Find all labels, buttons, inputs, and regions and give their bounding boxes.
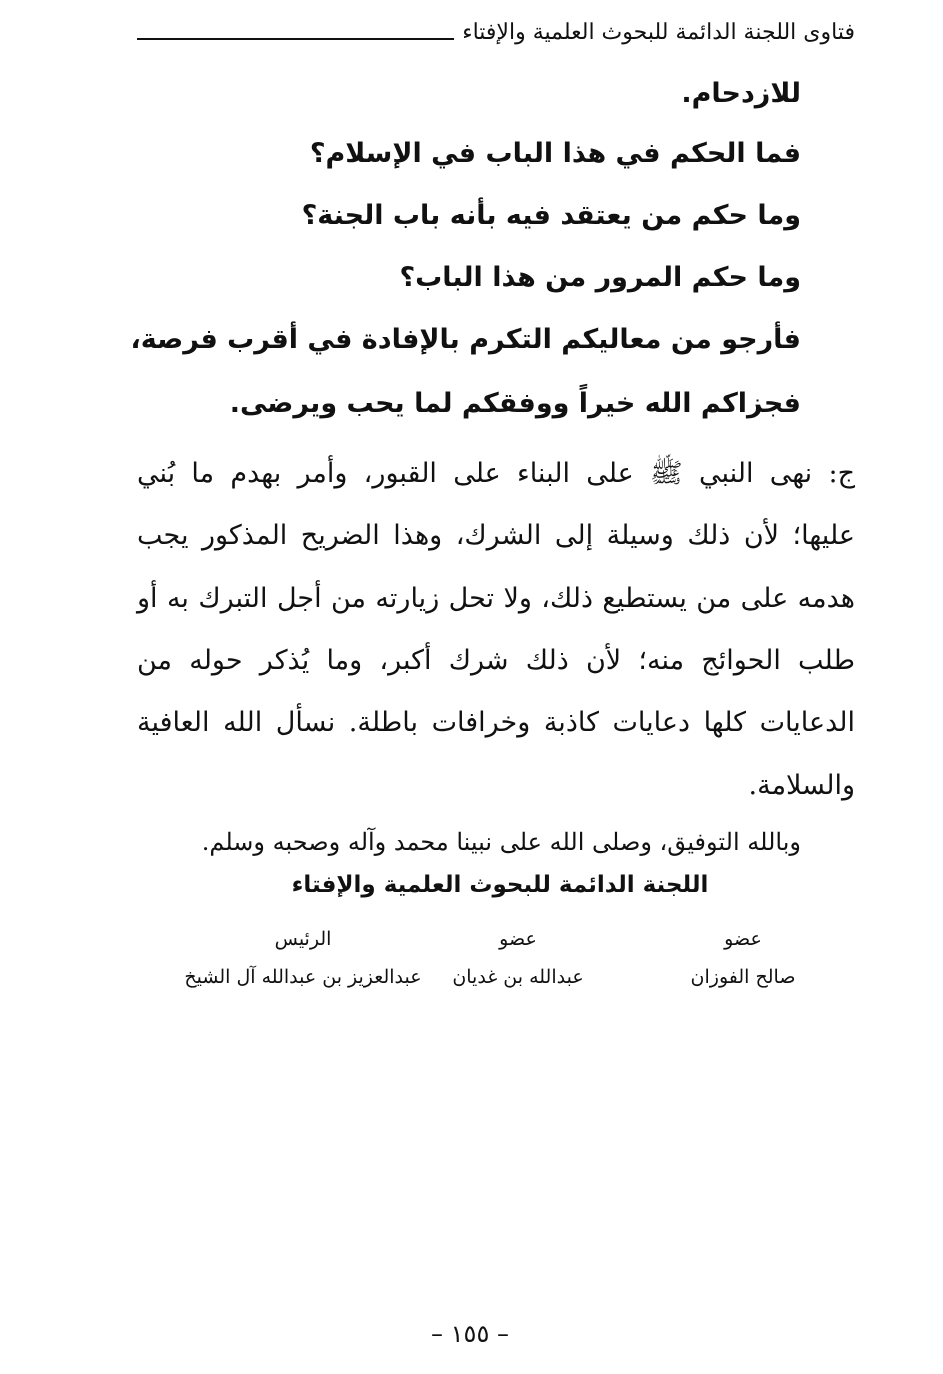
page-number: – ١٥٥ – [431, 1320, 509, 1348]
question-line-3: وما حكم من يعتقد فيه بأنه باب الجنة؟ [301, 200, 801, 231]
answer-line-6: والسلامة. [748, 770, 855, 801]
answer-line-1: ج: نهى النبي ﷺ على البناء على القبور، وأمر بهدم ما بُني [137, 458, 855, 489]
question-line-2: فما الحكم في هذا الباب في الإسلام؟ [309, 138, 801, 169]
member-1-role: عضو [724, 928, 762, 950]
answer-line-3: هدمه على من يستطيع ذلك، ولا تحل زيارته من أجل التبرك به أو [137, 583, 855, 614]
running-header [137, 14, 855, 50]
member-3-role: الرئيس [274, 928, 332, 950]
member-2-role: عضو [499, 928, 537, 950]
question-line-6: فجزاكم الله خيراً ووفقكم لما يحب ويرضى. [229, 388, 801, 419]
member-1-name: صالح الفوزان [690, 966, 796, 988]
answer-line-5: الدعايات كلها دعايات كاذبة وخرافات باطلة. نسأل الله العافية [137, 707, 855, 738]
header-title: فتاوى اللجنة الدائمة للبحوث العلمية والإفتاء [462, 19, 855, 45]
question-line-5: فأرجو من معاليكم التكرم بالإفادة في أقرب فرصة، [130, 324, 801, 355]
question-line-1: للازدحام. [681, 78, 801, 109]
header-rule [137, 38, 454, 40]
committee-name: اللجنة الدائمة للبحوث العلمية والإفتاء [291, 872, 709, 898]
closing-line: وبالله التوفيق، وصلى الله على نبينا محمد وآله وصحبه وسلم. [201, 828, 801, 856]
answer-line-4: طلب الحوائج منه؛ لأن ذلك شرك أكبر، وما يُذكر حوله من [137, 645, 855, 676]
member-2-name: عبدالله بن غديان [452, 966, 584, 988]
member-3-name: عبدالعزيز بن عبدالله آل الشيخ [184, 966, 422, 988]
answer-line-2: عليها؛ لأن ذلك وسيلة إلى الشرك، وهذا الضريح المذكور يجب [137, 520, 855, 551]
question-line-4: وما حكم المرور من هذا الباب؟ [399, 262, 801, 293]
